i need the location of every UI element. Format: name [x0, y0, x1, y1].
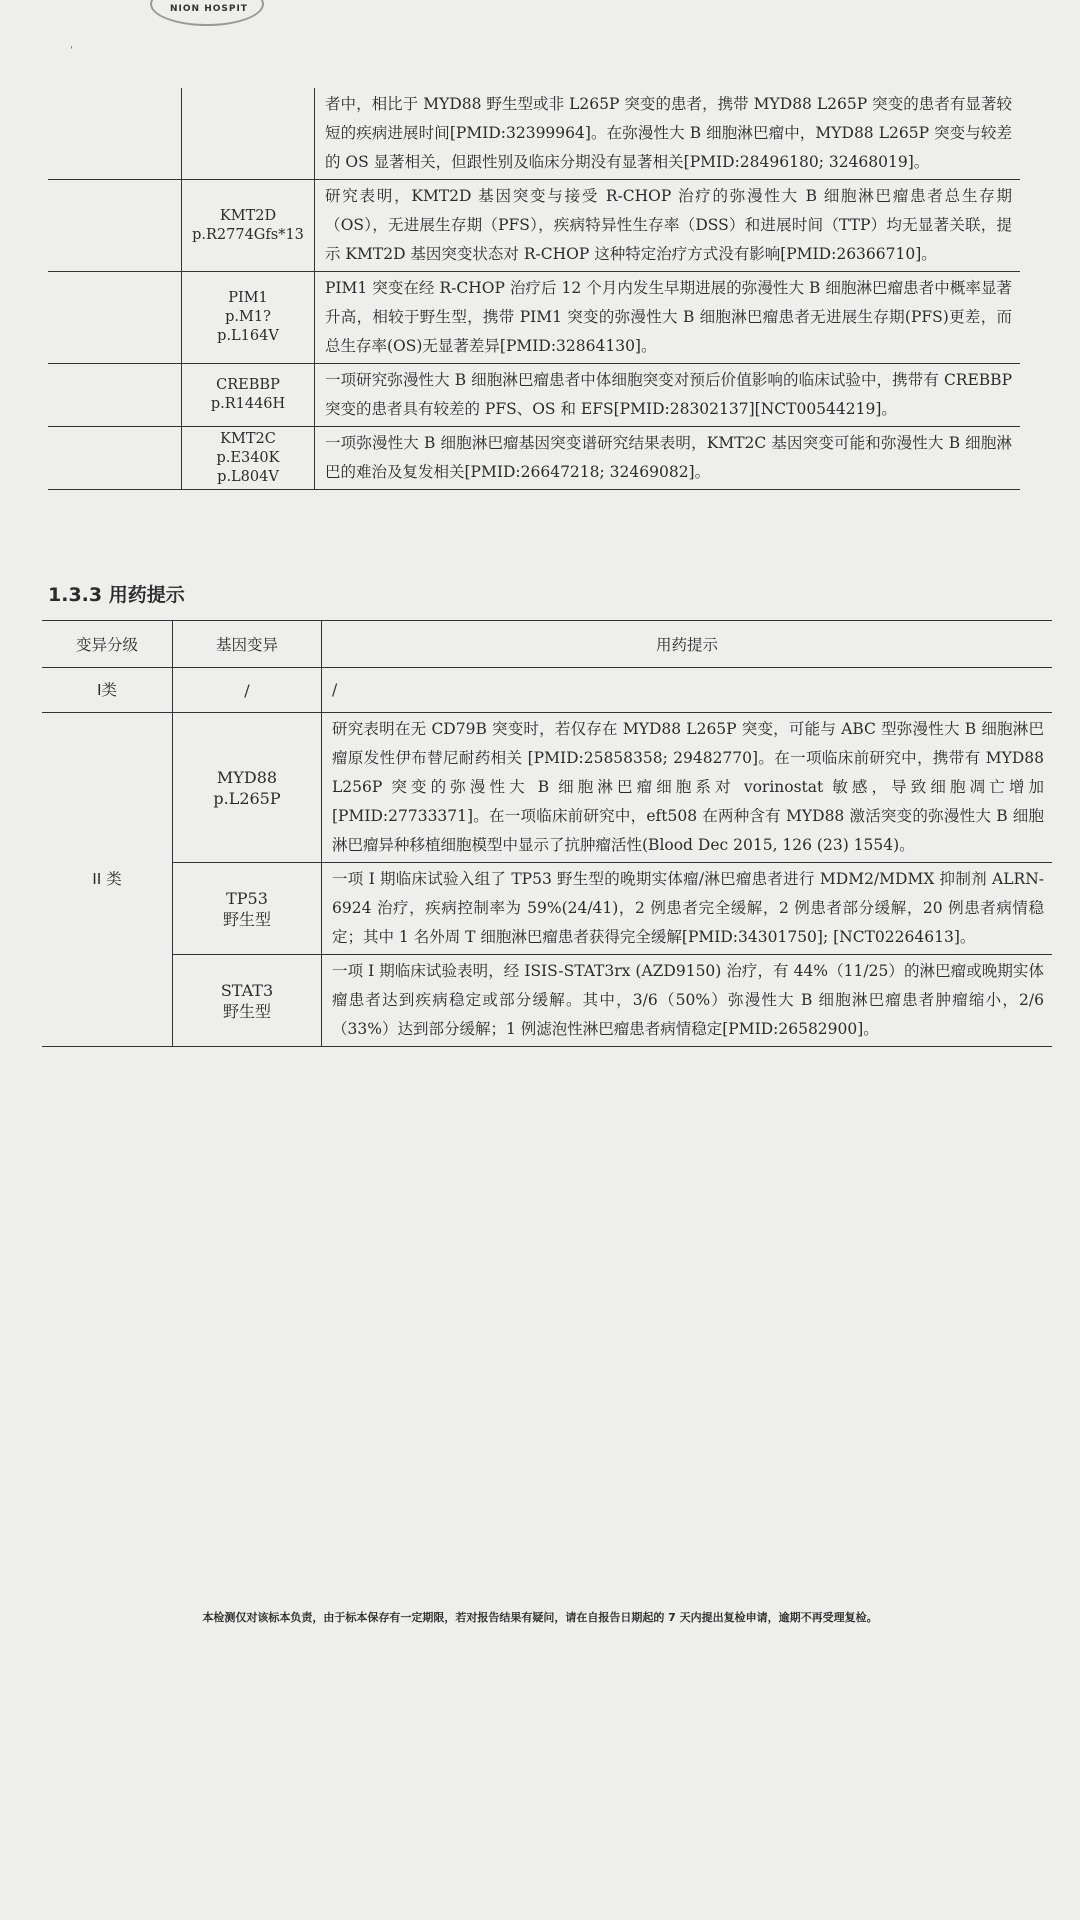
- section-title: 1.3.3 用药提示: [48, 584, 185, 606]
- prognosis-text: 一项弥漫性大 B 细胞淋巴瘤基因突变谱研究结果表明，KMT2C 基因突变可能和弥漫性大 B 细胞淋巴的难治及复发相关[PMID:26647218; 32469082]。: [315, 427, 1021, 490]
- table-row: [42, 955, 1052, 1047]
- header-class: 变异分级: [42, 621, 173, 668]
- drug-text: 一项 I 期临床试验表明，经 ISIS-STAT3rx (AZD9150) 治疗，有 44%（11/25）的淋巴瘤或晚期实体瘤患者达到疾病稳定或部分缓解。其中，3/6（50%）弥漫性大 B 细胞淋巴瘤患者肿瘤缩小，2/6（33%）达到部分缓解；1 例滤泡性淋巴瘤患者病情稳定[PMID:26582900]。: [322, 955, 1053, 1047]
- drug-text: 研究表明在无 CD79B 突变时，若仅存在 MYD88 L265P 突变，可能与 ABC 型弥漫性大 B 细胞淋巴瘤原发性伊布替尼耐药相关 [PMID:25858358; 29482770]。在一项临床前研究中，携带有 MYD88 L256P 突变的弥漫性大 B 细胞淋巴瘤细胞系对 vorinostat 敏感，导致细胞凋亡增加[PMID:27733371]。在一项临床前研究中，eft508 在两种含有 MYD88 激活突变的弥漫性大 B 细胞淋巴瘤异种移植细胞模型中显示了抗肿瘤活性(Blood Dec 2015, 126 (23) 1554)。: [332, 720, 1044, 854]
- gene-cell: PIM1 p.M1? p.L164V: [182, 272, 315, 364]
- page-mark: ˈ: [70, 46, 73, 57]
- header-drug-hint: 用药提示: [322, 621, 1053, 668]
- prognosis-text: PIM1 突变在经 R-CHOP 治疗后 12 个月内发生早期进展的弥漫性大 B 细胞淋巴瘤患者中概率显著升高，相较于野生型，携带 PIM1 突变的弥漫性大 B 细胞淋巴瘤患者无进展生存期(PFS)更差，而总生存率(OS)无显著差异[PMID:32864130]。: [315, 272, 1021, 364]
- drug-text: 一项 I 期临床试验入组了 TP53 野生型的晚期实体瘤/淋巴瘤患者进行 MDM2/MDMX 抑制剂 ALRN-6924 治疗，疾病控制率为 59%(24/41)，2 例患者完全缓解，2 例患者部分缓解，20 例患者病情稳定；其中 1 名外周 T 细胞淋巴瘤患者获得完全缓解[PMID:34301750]; [NCT02264613]。: [322, 863, 1053, 955]
- prognosis-text: 一项研究弥漫性大 B 细胞淋巴瘤患者中体细胞突变对预后价值影响的临床试验中，携带有 CREBBP 突变的患者具有较差的 PFS、OS 和 EFS[PMID:28302137][NCT00544219]。: [315, 364, 1021, 427]
- gene-cell: KMT2C p.E340K p.L804V: [182, 427, 315, 490]
- table-row: [48, 427, 1020, 490]
- table-row: [48, 364, 1020, 427]
- table-row: [42, 668, 1052, 713]
- header-gene: 基因变异: [173, 621, 322, 668]
- table-header-row: [42, 621, 1052, 668]
- class-label: II 类: [42, 713, 173, 1047]
- class-label: I类: [42, 668, 173, 713]
- table-row: [48, 88, 1020, 180]
- prognosis-table: [48, 88, 1020, 490]
- drug-table: [42, 620, 1052, 1047]
- footer-disclaimer: 本检测仅对该标本负责，由于标本保存有一定期限，若对报告结果有疑问，请在自报告日期起的 7 天内提出复检申请，逾期不再受理复检。: [202, 1611, 878, 1624]
- gene-cell: TP53 野生型: [173, 863, 322, 955]
- prognosis-text: 者中，相比于 MYD88 野生型或非 L265P 突变的患者，携带 MYD88 L265P 突变的患者有显著较短的疾病进展时间[PMID:32399964]。在弥漫性大 B 细胞淋巴瘤中，MYD88 L265P 突变与较差的 OS 显著相关，但跟性别及临床分期没有显著相关[PMID:28496180; 32468019]。: [325, 95, 1012, 171]
- table-row: [48, 180, 1020, 272]
- gene-cell: /: [173, 668, 322, 713]
- gene-cell: KMT2D p.R2774Gfs*13: [182, 180, 315, 272]
- gene-cell: MYD88 p.L265P: [173, 713, 322, 863]
- table-row: [42, 863, 1052, 955]
- gene-cell: STAT3 野生型: [173, 955, 322, 1047]
- gene-cell: [182, 88, 315, 180]
- gene-cell: CREBBP p.R1446H: [182, 364, 315, 427]
- table-row: [48, 272, 1020, 364]
- drug-text: /: [322, 668, 1053, 713]
- table-row: [42, 713, 1052, 863]
- hospital-logo-text: NION HOSPIT: [170, 4, 248, 14]
- prognosis-text: 研究表明，KMT2D 基因突变与接受 R-CHOP 治疗的弥漫性大 B 细胞淋巴瘤患者总生存期（OS），无进展生存期（PFS），疾病特异性生存率（DSS）和进展时间（TTP）均无显著关联，提示 KMT2D 基因突变状态对 R-CHOP 这种特定治疗方式没有影响[PMID:26366710]。: [315, 180, 1021, 272]
